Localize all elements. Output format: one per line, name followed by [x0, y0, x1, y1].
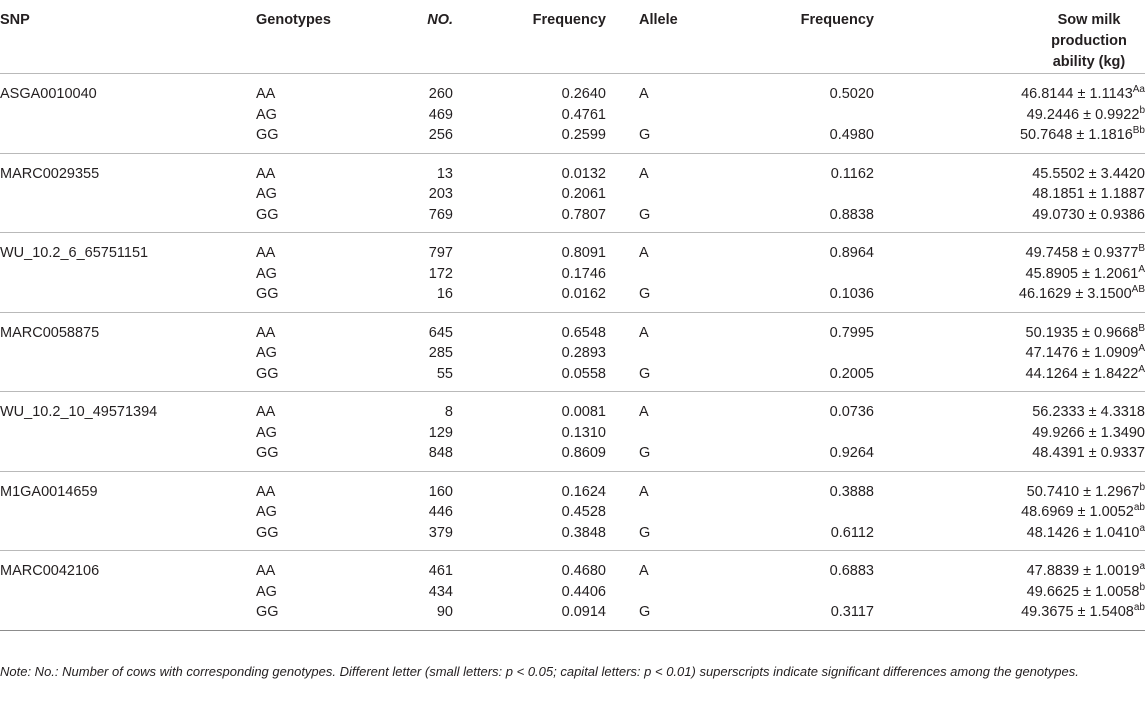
allele-cell: G [606, 602, 707, 630]
allele-cell: G [606, 125, 707, 153]
table-row [0, 364, 1145, 392]
snp-name-cell [0, 184, 256, 205]
snp-name-cell: MARC0029355 [0, 165, 100, 182]
snp-name-cell [0, 264, 256, 285]
milk-value: 49.9266 ± 1.3490 [1032, 424, 1145, 441]
allele-cell: A [639, 165, 649, 182]
count-cell: 797 [428, 245, 453, 261]
allele-cell: A [639, 563, 649, 579]
allele-cell [606, 105, 707, 126]
significance-superscript: Bb [1132, 125, 1145, 136]
table-row [0, 582, 1145, 603]
table-row [0, 184, 1145, 205]
table-row [0, 443, 1145, 471]
milk-production-cell [874, 502, 1145, 523]
table-row [0, 125, 1145, 153]
table-row [0, 205, 1145, 233]
allele-cell: G [606, 364, 707, 392]
milk-production-cell [874, 312, 1145, 343]
significance-superscript: b [1139, 481, 1145, 493]
snp-name-cell [0, 205, 256, 233]
significance-superscript: ab [1133, 502, 1145, 513]
count-cell: 645 [428, 324, 453, 341]
genotype-frequency-cell: 0.0081 [561, 404, 606, 420]
milk-value: 48.6969 ± 1.0052 [1021, 504, 1134, 520]
genotype-frequency-cell: 0.2599 [453, 125, 606, 153]
genotype-frequency-cell: 0.2640 [561, 86, 606, 102]
genotype-cell: AG [256, 265, 277, 282]
count-cell: 848 [366, 443, 453, 471]
table-row [0, 264, 1145, 285]
allele-cell: A [639, 324, 649, 341]
genotype-cell: AA [256, 165, 276, 182]
allele-frequency-cell [707, 264, 874, 285]
milk-production-cell [874, 443, 1145, 471]
allele-cell [606, 184, 707, 205]
milk-production-cell [874, 184, 1145, 205]
header-allele-frequency: Frequency [707, 0, 874, 74]
count-cell: 55 [366, 364, 453, 392]
milk-value: 46.8144 ± 1.1143 [1021, 86, 1133, 102]
header-milk-production [874, 0, 1145, 74]
count-cell: 469 [428, 106, 453, 123]
table-row [0, 551, 1145, 582]
allele-frequency-cell: 0.3117 [707, 602, 874, 630]
count-cell: 256 [366, 125, 453, 153]
milk-production-cell [874, 602, 1145, 630]
allele-frequency-cell: 0.7995 [829, 324, 874, 341]
allele-cell [606, 264, 707, 285]
allele-cell [606, 582, 707, 603]
genotype-cell: AG [256, 186, 277, 202]
milk-value: 44.1264 ± 1.8422 [1025, 365, 1139, 382]
allele-frequency-cell [707, 502, 874, 523]
genotype-frequency-cell: 0.2893 [561, 345, 606, 361]
snp-group [0, 74, 1145, 154]
genotype-frequency-cell: 0.2061 [561, 186, 606, 202]
genotype-frequency-cell: 0.4761 [561, 106, 606, 123]
genotype-cell: AG [256, 583, 277, 600]
milk-production-cell [874, 364, 1145, 392]
genotype-cell: AG [256, 504, 277, 520]
snp-name-cell [0, 602, 256, 630]
snp-name-cell [0, 443, 256, 471]
count-cell: 379 [366, 523, 453, 551]
significance-superscript: AB [1131, 284, 1145, 295]
milk-production-cell [874, 392, 1145, 423]
count-cell: 160 [428, 483, 453, 500]
count-cell: 461 [428, 563, 453, 579]
header-no: NO. [366, 0, 453, 74]
genotype-cell: GG [256, 523, 366, 551]
header-milk-label: Sow milk production ability (kg) [1051, 12, 1127, 70]
milk-production-cell [874, 423, 1145, 444]
genotype-cell: AA [256, 483, 276, 500]
significance-superscript: A [1138, 343, 1145, 354]
milk-value: 45.8905 ± 1.2061 [1025, 265, 1139, 282]
genotype-cell: GG [256, 284, 366, 312]
milk-production-cell [874, 343, 1145, 364]
milk-value: 48.1851 ± 1.1887 [1032, 186, 1145, 202]
table-row [0, 233, 1145, 264]
snp-name-cell [0, 125, 256, 153]
snp-group [0, 392, 1145, 472]
genotype-cell: AG [256, 424, 277, 441]
allele-frequency-cell: 0.5020 [829, 86, 874, 102]
snp-name-cell [0, 582, 256, 603]
snp-name-cell: M1GA0014659 [0, 483, 98, 500]
count-cell: 769 [366, 205, 453, 233]
milk-production-cell [874, 205, 1145, 233]
milk-value: 50.1935 ± 0.9668 [1025, 324, 1139, 341]
allele-cell: A [639, 245, 649, 261]
header-frequency: Frequency [453, 0, 606, 74]
milk-production-cell [874, 105, 1145, 126]
table-row [0, 284, 1145, 312]
allele-frequency-cell [707, 343, 874, 364]
allele-cell: G [606, 523, 707, 551]
genotype-frequency-cell: 0.0132 [561, 165, 606, 182]
genotype-frequency-cell: 0.4680 [561, 563, 606, 579]
significance-superscript: A [1138, 263, 1145, 275]
snp-name-cell: MARC0042106 [0, 563, 100, 579]
allele-frequency-cell: 0.1036 [707, 284, 874, 312]
genotype-frequency-cell: 0.0914 [453, 602, 606, 630]
snp-group [0, 551, 1145, 631]
count-cell: 13 [436, 165, 453, 182]
milk-production-cell [874, 523, 1145, 551]
significance-superscript: b [1139, 104, 1145, 116]
allele-frequency-cell: 0.2005 [707, 364, 874, 392]
snp-group [0, 153, 1145, 233]
table-row [0, 523, 1145, 551]
allele-frequency-cell [707, 105, 874, 126]
milk-value: 49.7458 ± 0.9377 [1025, 245, 1139, 261]
count-cell: 434 [428, 583, 453, 600]
allele-frequency-cell: 0.1162 [830, 165, 874, 182]
allele-cell: G [606, 443, 707, 471]
count-cell: 446 [428, 504, 453, 520]
snp-name-cell [0, 284, 256, 312]
count-cell: 203 [428, 186, 453, 202]
allele-cell [606, 423, 707, 444]
milk-value: 48.4391 ± 0.9337 [1032, 445, 1145, 461]
genotype-frequency-cell: 0.7807 [453, 205, 606, 233]
snp-name-cell [0, 502, 256, 523]
table-row [0, 74, 1145, 105]
allele-frequency-cell: 0.6112 [707, 523, 874, 551]
table-header [0, 0, 1145, 74]
count-cell: 172 [428, 265, 453, 282]
allele-cell [606, 343, 707, 364]
genotype-cell: GG [256, 602, 366, 630]
table-row [0, 105, 1145, 126]
allele-cell: A [639, 86, 649, 102]
allele-frequency-cell: 0.8838 [707, 205, 874, 233]
table-row [0, 343, 1145, 364]
count-cell: 260 [428, 86, 453, 102]
allele-cell: G [606, 284, 707, 312]
milk-production-cell [874, 125, 1145, 153]
genotype-cell: AA [256, 563, 276, 579]
count-cell: 285 [428, 345, 453, 361]
significance-superscript: B [1138, 322, 1145, 334]
genotype-frequency-cell: 0.1746 [561, 265, 606, 282]
allele-frequency-cell: 0.8964 [829, 245, 874, 261]
milk-value: 47.8839 ± 1.0019 [1026, 563, 1140, 579]
allele-cell [606, 502, 707, 523]
table-row [0, 153, 1145, 184]
allele-frequency-cell: 0.3888 [829, 483, 874, 500]
allele-cell: G [606, 205, 707, 233]
table-row [0, 392, 1145, 423]
genotype-cell: AG [256, 106, 277, 123]
milk-production-cell [874, 284, 1145, 312]
allele-frequency-cell: 0.6883 [829, 563, 874, 579]
header-allele: Allele [606, 0, 707, 74]
genotype-frequency-cell: 0.0558 [453, 364, 606, 392]
milk-production-cell [874, 153, 1145, 184]
allele-cell: A [639, 483, 649, 500]
genotype-frequency-cell: 0.6548 [561, 324, 606, 341]
milk-value: 47.1476 ± 1.0909 [1025, 345, 1139, 361]
genotype-cell: GG [256, 443, 366, 471]
milk-production-cell [874, 582, 1145, 603]
table-row [0, 502, 1145, 523]
snp-name-cell [0, 423, 256, 444]
milk-value: 56.2333 ± 4.3318 [1032, 404, 1145, 420]
milk-value: 49.3675 ± 1.5408 [1021, 604, 1134, 620]
genotype-frequency-cell: 0.8609 [453, 443, 606, 471]
snp-group [0, 312, 1145, 392]
header-genotypes: Genotypes [256, 0, 366, 74]
significance-superscript: A [1138, 363, 1145, 375]
snp-name-cell: ASGA0010040 [0, 86, 97, 102]
snp-name-cell: MARC0058875 [0, 324, 100, 341]
genotype-frequency-cell: 0.4528 [561, 504, 606, 520]
allele-frequency-cell: 0.4980 [707, 125, 874, 153]
allele-frequency-cell [707, 184, 874, 205]
snp-group [0, 471, 1145, 551]
count-cell: 16 [366, 284, 453, 312]
genotype-cell: AA [256, 245, 276, 261]
significance-superscript: a [1139, 522, 1145, 534]
genotype-frequency-cell: 0.1624 [561, 483, 606, 500]
snp-name-cell [0, 343, 256, 364]
significance-superscript: ab [1133, 602, 1145, 613]
genotype-cell: GG [256, 205, 366, 233]
milk-value: 50.7410 ± 1.2967 [1026, 483, 1140, 500]
genotype-cell: GG [256, 364, 366, 392]
allele-frequency-cell [707, 423, 874, 444]
significance-superscript: a [1139, 561, 1145, 572]
genotype-cell: AA [256, 86, 276, 102]
genotype-frequency-cell: 0.4406 [561, 583, 606, 600]
table-row [0, 602, 1145, 630]
snp-name-cell: WU_10.2_6_65751151 [0, 245, 149, 261]
table-note: Note: No.: Number of cows with corresponding genotypes. Different letter (small letters: p < 0.05; capital letters: p < 0.01) superscripts indicate significant differences among the genotypes. [0, 664, 1079, 679]
milk-production-cell [874, 471, 1145, 502]
genotype-cell: AG [256, 345, 277, 361]
milk-production-cell [874, 551, 1145, 582]
allele-frequency-cell: 0.0736 [829, 404, 874, 420]
snp-name-cell [0, 364, 256, 392]
count-cell: 90 [366, 602, 453, 630]
milk-value: 49.2446 ± 0.9922 [1026, 106, 1140, 123]
significance-superscript: b [1139, 581, 1145, 593]
table-row [0, 471, 1145, 502]
snp-group [0, 233, 1145, 313]
genotype-frequency-cell: 0.1310 [561, 424, 606, 441]
milk-production-cell [874, 264, 1145, 285]
milk-value: 45.5502 ± 3.4420 [1032, 165, 1145, 182]
genotype-frequency-cell: 0.0162 [453, 284, 606, 312]
allele-cell: A [639, 404, 649, 420]
milk-value: 49.0730 ± 0.9386 [1032, 206, 1145, 223]
milk-production-cell [874, 233, 1145, 264]
milk-value: 49.6625 ± 1.0058 [1026, 583, 1140, 600]
snp-name-cell: WU_10.2_10_49571394 [0, 404, 158, 420]
allele-frequency-cell [707, 582, 874, 603]
count-cell: 129 [428, 424, 453, 441]
genotype-frequency-cell: 0.3848 [453, 523, 606, 551]
milk-production-cell [874, 74, 1145, 105]
milk-value: 46.1629 ± 3.1500 [1018, 286, 1132, 302]
significance-superscript: Aa [1132, 84, 1145, 95]
count-cell: 8 [444, 404, 453, 420]
allele-frequency-cell: 0.9264 [707, 443, 874, 471]
snp-name-cell [0, 523, 256, 551]
genotype-cell: AA [256, 324, 276, 341]
genotype-cell: AA [256, 404, 276, 420]
genotype-frequency-cell: 0.8091 [561, 245, 606, 261]
table-row [0, 312, 1145, 343]
header-snp: SNP [0, 0, 256, 74]
milk-value: 50.7648 ± 1.1816 [1019, 127, 1133, 143]
significance-superscript: B [1138, 243, 1145, 254]
snp-name-cell [0, 105, 256, 126]
genotype-cell: GG [256, 125, 366, 153]
table-row [0, 423, 1145, 444]
milk-value: 48.1426 ± 1.0410 [1026, 524, 1140, 541]
